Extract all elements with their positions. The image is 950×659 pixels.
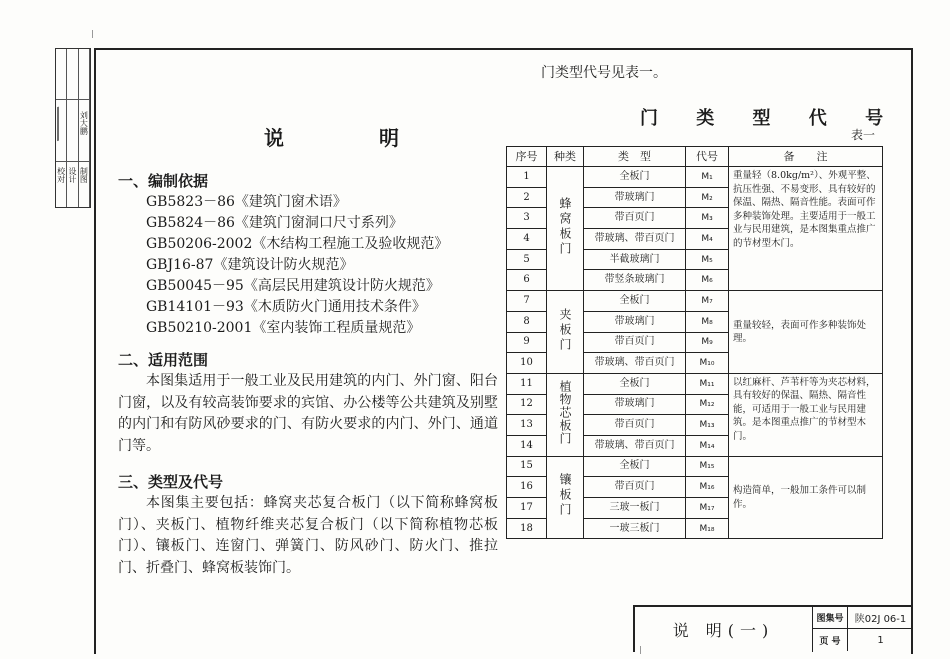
header-cell: 序号: [507, 147, 547, 167]
signature-mark: [57, 103, 73, 141]
door-code: M₁₇: [686, 498, 729, 519]
crop-mark: [92, 30, 93, 38]
section-heading-basis: 一、编制依据: [118, 172, 209, 190]
door-kind: [547, 373, 584, 456]
door-type: 全板门: [584, 456, 686, 477]
door-code: M₈: [686, 311, 729, 332]
row-number: 3: [507, 208, 547, 229]
door-kind-label: 蜂窝板门: [558, 196, 572, 257]
door-code: M₄: [686, 229, 729, 250]
table-row: [507, 167, 883, 188]
page-number-value: 1: [877, 634, 884, 646]
title-block-name: 说 明(一): [635, 607, 813, 652]
door-type: 带玻璃门: [584, 187, 686, 208]
page-number-row: [813, 629, 913, 651]
section-heading-scope: 二、适用范围: [118, 351, 209, 369]
door-kind-label: 植物芯板门: [558, 380, 572, 446]
table-reference-note: 门类型代号见表一。: [541, 65, 667, 81]
door-code: M₁: [686, 167, 729, 188]
door-type: 带百页门: [584, 415, 686, 436]
door-kind: [547, 167, 584, 291]
row-number: 10: [507, 353, 547, 374]
door-type: 一玻三板门: [584, 518, 686, 539]
door-type: 半截玻璃门: [584, 249, 686, 270]
section-heading-types: 三、类型及代号: [118, 473, 224, 491]
row-number: 7: [507, 291, 547, 312]
row-number: 15: [507, 456, 547, 477]
door-code: M₉: [686, 332, 729, 353]
page-number-label: 页 号: [813, 629, 848, 651]
row-number: 11: [507, 373, 547, 394]
door-remark: 以红麻杆、芦苇杆等为夹芯材料，具有较好的保温、隔热、隔音性能，可适用于一般工业与民用建筑。是本图重点推广的节材型木门。: [729, 373, 883, 456]
row-number: 16: [507, 477, 547, 498]
header-cell: 类 型: [584, 147, 686, 167]
table-row: [507, 373, 883, 394]
door-remark: 构造简单，一般加工条件可以制作。: [729, 456, 883, 539]
door-remark: 重量轻（8.0kg/m²）、外观平整、抗压性强、不易变形、具有较好的保温、隔热、隔音性能。表面可作多种装饰处理。主要适用于一般工业与民用建筑，是本图集重点推广的节材型木门。: [729, 167, 883, 291]
door-type: 带百页门: [584, 477, 686, 498]
table-number: 表一: [851, 128, 876, 142]
row-number: 1: [507, 167, 547, 188]
standards-list: [146, 192, 448, 339]
table-header-row: [507, 147, 883, 167]
door-kind: [547, 291, 584, 374]
header-cell: 代号: [686, 147, 729, 167]
header-cell: 备 注: [729, 147, 883, 167]
row-number: 4: [507, 229, 547, 250]
door-type: 全板门: [584, 167, 686, 188]
standard-item: GB50210-2001《室内装饰工程质量规范》: [146, 320, 421, 336]
header-cell: 种类: [547, 147, 584, 167]
standard-item: GB5824－86《建筑门窗洞口尺寸系列》: [146, 215, 403, 231]
title-block: [633, 605, 913, 652]
standard-item: GBJ16-87《建筑设计防火规范》: [146, 257, 354, 273]
standard-item: GB50206-2002《木结构工程施工及验收规范》: [146, 236, 449, 252]
atlas-number-row: [813, 607, 913, 629]
row-number: 18: [507, 518, 547, 539]
atlas-number-label: 图集号: [813, 607, 848, 628]
door-code: M₇: [686, 291, 729, 312]
door-code: M₁₀: [686, 353, 729, 374]
standard-item: GB50045－95《高层民用建筑设计防火规范》: [146, 278, 440, 294]
door-code: M₁₅: [686, 456, 729, 477]
table-row: [507, 456, 883, 477]
standard-item: GB5823－86《建筑门窗术语》: [146, 194, 347, 210]
row-number: 12: [507, 394, 547, 415]
door-type: 带玻璃、带百页门: [584, 353, 686, 374]
door-type: 带玻璃、带百页门: [584, 435, 686, 456]
atlas-number-value: 陕02J 06-1: [854, 614, 907, 625]
row-number: 17: [507, 498, 547, 519]
door-type: 带玻璃门: [584, 311, 686, 332]
side-label: 制图: [79, 167, 89, 183]
door-kind-label: 镶板门: [558, 473, 572, 518]
door-code: M₁₂: [686, 394, 729, 415]
door-code: M₁₄: [686, 435, 729, 456]
row-number: 8: [507, 311, 547, 332]
row-number: 13: [507, 415, 547, 436]
door-code: M₃: [686, 208, 729, 229]
side-label: 设计: [67, 167, 77, 183]
row-number: 2: [507, 187, 547, 208]
door-kind-label: 夹板门: [558, 307, 572, 353]
door-type: 带百页门: [584, 208, 686, 229]
door-remark: 重量较轻，表面可作多种装饰处理。: [729, 291, 883, 374]
door-type: 全板门: [584, 291, 686, 312]
row-number: 6: [507, 270, 547, 291]
table-title: 门 类 型 代 号: [640, 108, 900, 129]
side-label: 校对: [56, 167, 66, 183]
door-type-table: [506, 146, 883, 539]
door-code: M₁₃: [686, 415, 729, 436]
door-code: M₅: [686, 249, 729, 270]
scope-paragraph: 本图集适用于一般工业及民用建筑的内门、外门窗、阳台门窗，以及有较高装饰要求的宾馆、办公楼等公共建筑及别墅的内门和有防风砂要求的门、有防火要求的内门、外门、通道门等。: [118, 373, 498, 454]
standard-item: GB14101－93《木质防火门通用技术条件》: [146, 299, 426, 315]
row-number: 9: [507, 332, 547, 353]
door-type: 全板门: [584, 373, 686, 394]
door-code: M₆: [686, 270, 729, 291]
types-paragraph: 本图集主要包括：蜂窝夹芯复合板门（以下简称蜂窝板门）、夹板门、植物纤维夹芯复合板门（以下简称植物芯板门）、镶板门、连窗门、弹簧门、防风砂门、防火门、推拉门、折叠门、蜂窝板装饰门。: [118, 495, 498, 576]
door-code: M₁₈: [686, 518, 729, 539]
door-type: 带百页门: [584, 332, 686, 353]
table-row: [507, 291, 883, 312]
door-code: M₂: [686, 187, 729, 208]
door-type: 带竖条玻璃门: [584, 270, 686, 291]
door-code: M₁₁: [686, 373, 729, 394]
row-number: 14: [507, 435, 547, 456]
row-number: 5: [507, 249, 547, 270]
side-name: 刘大鹏: [79, 111, 89, 135]
door-code: M₁₆: [686, 477, 729, 498]
door-kind: [547, 456, 584, 539]
door-type: 三玻一板门: [584, 498, 686, 519]
page-title: 说 明: [264, 126, 443, 150]
door-type: 带玻璃、带百页门: [584, 229, 686, 250]
door-type: 带玻璃门: [584, 394, 686, 415]
